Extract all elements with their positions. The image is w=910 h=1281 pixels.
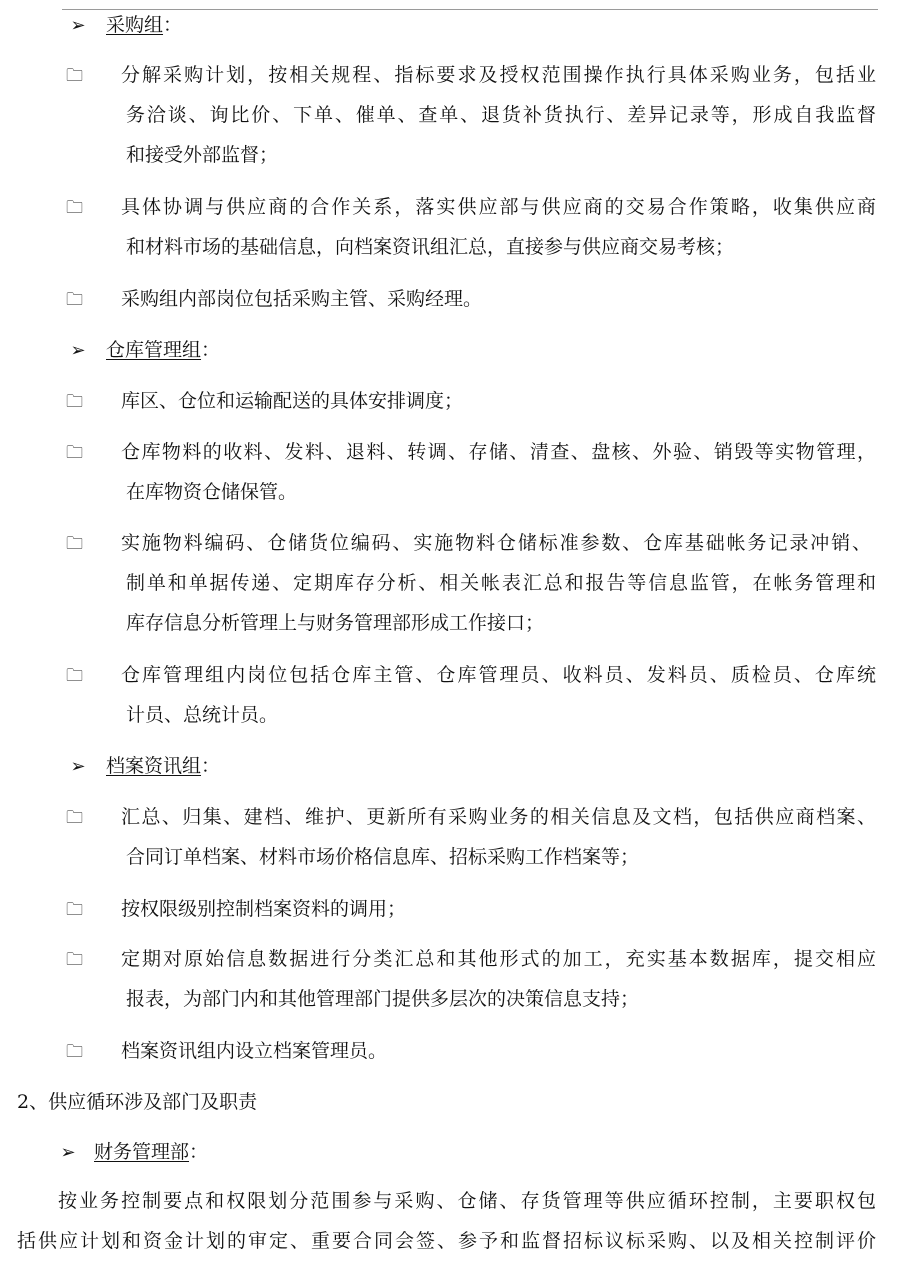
folder-bullet-icon: 🗀 bbox=[66, 900, 83, 920]
paragraph-line: 按业务控制要点和权限划分范围参与采购、仓储、存货管理等供应循环控制，主要职权包 bbox=[58, 1190, 876, 1212]
list-item-line: 计员、总统计员。 bbox=[126, 704, 279, 726]
list-item-line: 具体协调与供应商的合作关系，落实供应部与供应商的交易合作策略，收集供应商 bbox=[121, 196, 876, 218]
folder-bullet-icon: 🗀 bbox=[66, 66, 83, 86]
heading-title: 财务管理部 bbox=[94, 1141, 190, 1163]
heading-title: 采购组 bbox=[106, 14, 164, 36]
list-item-line: 实施物料编码、仓储货位编码、实施物料仓储标准参数、仓库基础帐务记录冲销、 bbox=[121, 532, 871, 554]
folder-bullet-icon: 🗀 bbox=[66, 290, 83, 310]
list-item-line: 制单和单据传递、定期库存分析、相关帐表汇总和报告等信息监管，在帐务管理和 bbox=[126, 572, 876, 594]
heading-title: 档案资讯组 bbox=[106, 755, 202, 777]
list-item-line: 库区、仓位和运输配送的具体安排调度； bbox=[121, 390, 464, 412]
section-heading-warehouse: ➢ 仓库管理组： bbox=[66, 338, 220, 362]
list-item-line: 仓库管理组内岗位包括仓库主管、仓库管理员、收料员、发料员、质检员、仓库统 bbox=[121, 664, 876, 686]
numbered-heading: 2、供应循环涉及部门及职责 bbox=[17, 1091, 258, 1113]
list-item-line: 和材料市场的基础信息，向档案资讯组汇总，直接参与供应商交易考核； bbox=[126, 236, 735, 258]
folder-bullet-icon: 🗀 bbox=[66, 950, 83, 970]
arrow-bullet-icon: ➢ bbox=[70, 340, 86, 361]
folder-bullet-icon: 🗀 bbox=[66, 534, 83, 554]
list-item-line: 报表，为部门内和其他管理部门提供多层次的决策信息支持； bbox=[126, 988, 640, 1010]
folder-bullet-icon: 🗀 bbox=[66, 392, 83, 412]
folder-bullet-icon: 🗀 bbox=[66, 1042, 83, 1062]
list-item-line: 定期对原始信息数据进行分类汇总和其他形式的加工，充实基本数据库，提交相应 bbox=[121, 948, 876, 970]
list-item-line: 分解采购计划，按相关规程、指标要求及授权范围操作执行具体采购业务，包括业 bbox=[121, 64, 876, 86]
arrow-bullet-icon: ➢ bbox=[70, 15, 86, 36]
folder-bullet-icon: 🗀 bbox=[66, 666, 83, 686]
folder-bullet-icon: 🗀 bbox=[66, 443, 83, 463]
list-item-line: 档案资讯组内设立档案管理员。 bbox=[121, 1040, 388, 1062]
list-item-line: 合同订单档案、材料市场价格信息库、招标采购工作档案等； bbox=[126, 846, 640, 868]
arrow-bullet-icon: ➢ bbox=[60, 1142, 76, 1163]
page-top-rule bbox=[62, 9, 878, 10]
paragraph-line: 括供应计划和资金计划的审定、重要合同会签、参予和监督招标议标采购、以及相关控制评价 bbox=[17, 1230, 876, 1252]
list-item-line: 库存信息分析管理上与财务管理部形成工作接口； bbox=[126, 612, 545, 634]
list-item-line: 汇总、归集、建档、维护、更新所有采购业务的相关信息及文档，包括供应商档案、 bbox=[121, 806, 876, 828]
section-heading-finance: ➢ 财务管理部： bbox=[56, 1140, 208, 1164]
folder-bullet-icon: 🗀 bbox=[66, 198, 83, 218]
folder-bullet-icon: 🗀 bbox=[66, 808, 83, 828]
list-item-line: 仓库物料的收料、发料、退料、转调、存储、清查、盘核、外验、销毁等实物管理， bbox=[121, 441, 876, 463]
list-item-line: 采购组内部岗位包括采购主管、采购经理。 bbox=[121, 288, 483, 310]
heading-title: 仓库管理组 bbox=[106, 339, 202, 361]
list-item-line: 务洽谈、询比价、下单、催单、查单、退货补货执行、差异记录等，形成自我监督 bbox=[126, 104, 876, 126]
list-item-line: 在库物资仓储保管。 bbox=[126, 481, 298, 503]
section-heading-purchasing: ➢ 采购组： bbox=[66, 13, 182, 37]
section-heading-archives: ➢ 档案资讯组： bbox=[66, 754, 220, 778]
list-item-line: 和接受外部监督； bbox=[126, 144, 279, 166]
list-item-line: 按权限级别控制档案资料的调用； bbox=[121, 898, 407, 920]
arrow-bullet-icon: ➢ bbox=[70, 756, 86, 777]
